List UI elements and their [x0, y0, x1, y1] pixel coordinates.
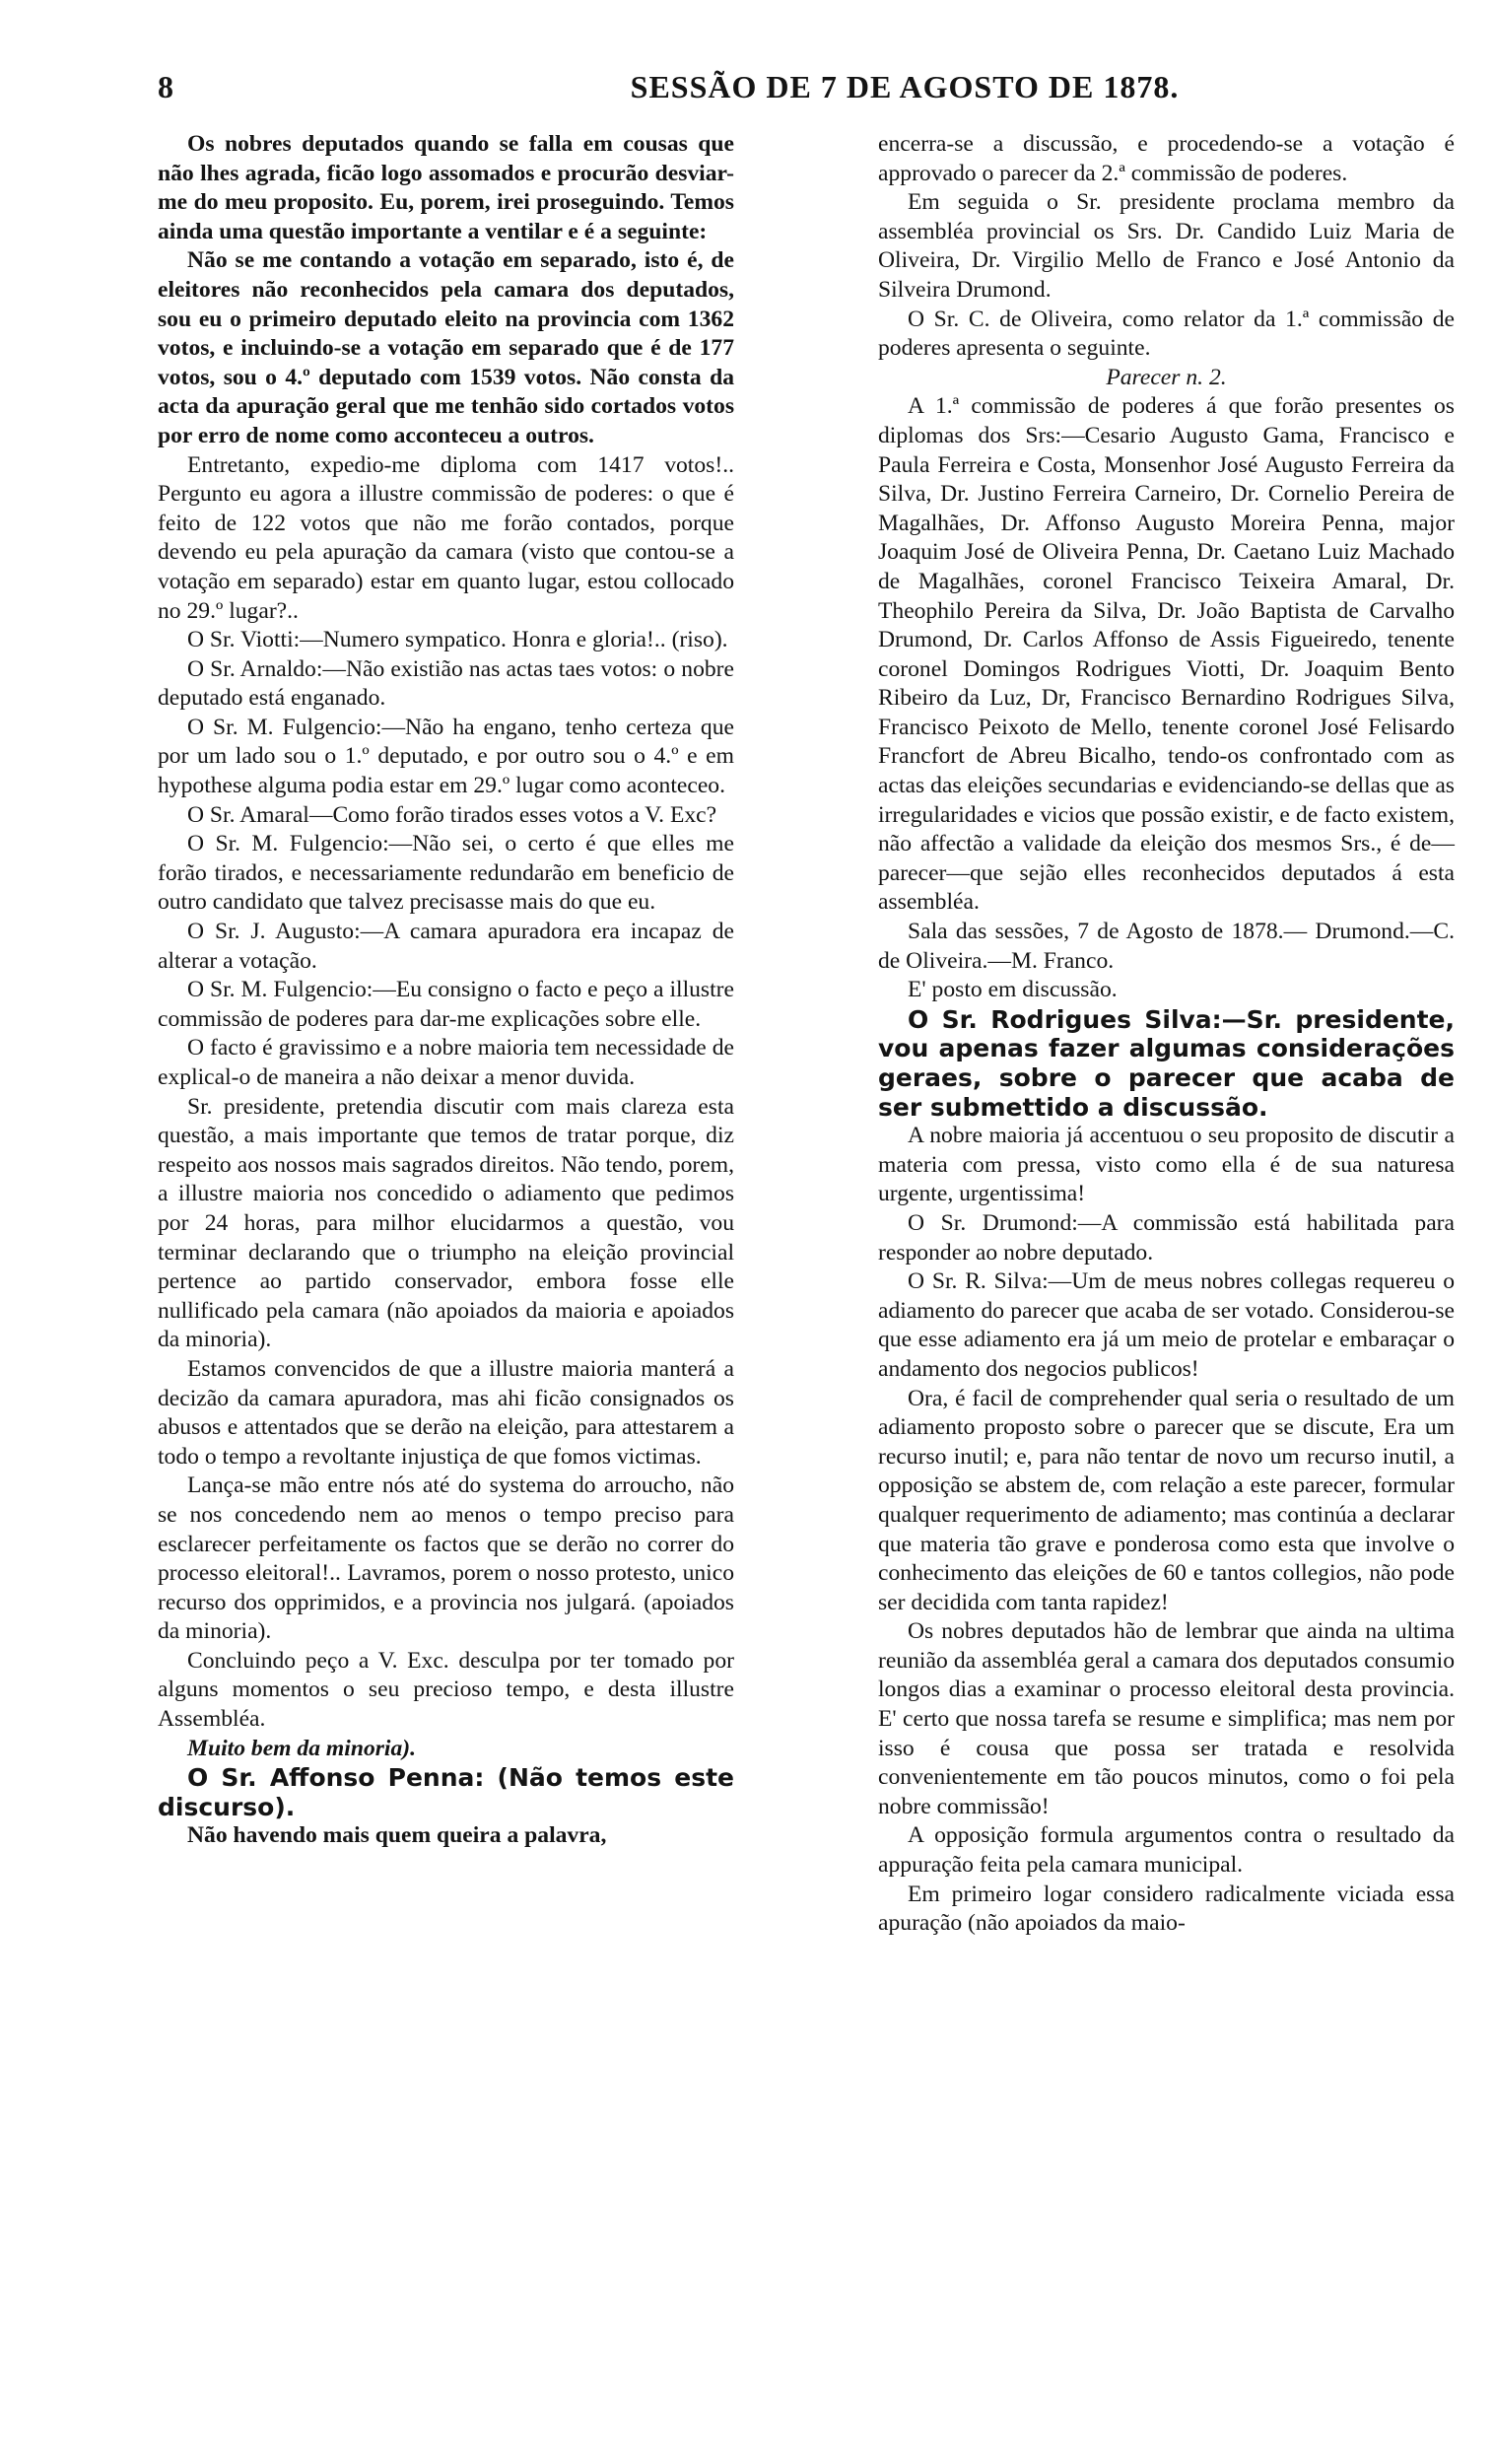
paragraph: A opposição formula argumentos contra o resultado da appuração feita pela camara municipal.	[878, 1822, 1455, 1879]
speech-line: O Sr. Amaral—Como forão tirados esses votos a V. Exc?	[187, 801, 717, 828]
applause-note: Muito bem da minoria).	[187, 1735, 417, 1761]
paragraph: Lança-se mão entre nós até do systema do arroucho, não se nos concedendo nem ao menos o tempo preciso para esclarecer perfeitamente os factos que se derão no correr do processo eleitoral!.. Lavramos, porem o nosso protesto, unico recurso dos opprimidos, e a provincia nos julgará. (apoiados da minoria).	[158, 1472, 734, 1645]
parecer-body: A 1.ª commissão de poderes á que forão presentes os diplomas dos Srs:—Cesario Augusto Gama, Francisco e Paula Ferreira e Costa, Monsenhor José Augusto Ferreira da Silva, Dr. Justino Ferreira Carneiro, Dr. Cornelio Pereira de Magalhães, Dr. Affonso Augusto Moreira Penna, major Joaquim José de Oliveira Penna, Dr. Caetano Luiz Machado de Magalhães, coronel Francisco Teixeira Amaral, Dr. Theophilo Pereira da Silva, Dr. João Baptista de Carvalho Drumond, Dr. Carlos Affonso de Assis Figueiredo, tenente coronel Domingos Rodrigues Viotti, Dr. Joaquim Bento Ribeiro da Luz, Dr, Francisco Bernardino Rodrigues Silva, Francisco Peixoto de Mello, tenente coronel José Felisardo Francfort de Abreu Bicalho, tendo-os confrontado com as actas das eleições secundarias e evidenciando-se dellas que as irregularidades e vicios que possão existir, e de facto existem, não affectão a validade da eleição dos mesmos Srs., é de—parecer—que sejão elles reconhecidos deputados á esta assembléa.	[878, 393, 1455, 916]
paragraph: Estamos convencidos de que a illustre maioria manterá a decizão da camara apuradora, mas ahi ficão consignados os abusos e attentados que se derão na eleição, para attestarem a todo o tempo a revoltante injustiça de que fomos victimas.	[158, 1355, 734, 1470]
paragraph: Não se me contando a votação em separado, isto é, de eleitores não reconhecidos pela camara dos deputados, sou eu o primeiro deputado eleito na provincia com 1362 votos, e incluindo-se a votação em separado que é de 177 votos, sou o 4.º deputado com 1539 votos. Não consta da acta da apuração geral que me tenhão sido cortados votos por erro de nome como acconteceu a outros.	[158, 247, 734, 448]
speech-line: O Sr. Arnaldo:—Não existião nas actas taes votos: o nobre deputado está enganado.	[158, 655, 734, 712]
page-number: 8	[158, 69, 174, 104]
speech-line: O Sr. M. Fulgencio:—Não sei, o certo é que elles me forão tirados, e necessariamente redundarão em beneficio de outro candidato que talvez precisasse mais do que eu.	[158, 831, 734, 916]
paragraph: encerra-se a discussão, e procedendo-se a votação é approvado o parecer da 2.ª commissão de poderes.	[878, 131, 1455, 186]
running-head	[158, 69, 1455, 116]
paragraph: A nobre maioria já accentuou o seu proposito de discutir a materia com pressa, visto como ella é de sua naturesa urgente, urgentissima!	[878, 1123, 1455, 1207]
paragraph: Em primeiro logar considero radicalmente viciada essa apuração (não apoiados da maio-	[878, 1881, 1455, 1937]
paragraph: Sr. presidente, pretendia discutir com mais clareza esta questão, a mais importante que temos de tratar porque, diz respeito aos nossos mais sagrados direitos. Não tendo, porem, a illustre maioria nos concedido o adiamento que pedimos por 24 horas, para milhor elucidarmos a questão, vou terminar declarando que o triumpho na eleição provincial pertence ao partido conservador, embora fosse elle nullificado pela camara (não apoiados da maioria e apoiados da minoria).	[158, 1093, 734, 1353]
paragraph: Não havendo mais quem queira a palavra,	[187, 1822, 607, 1849]
speaker-rodrigues-silva: O Sr. Rodrigues Silva:—Sr. presidente, vou apenas fazer algumas considerações geraes, sobre o parecer que acaba de ser submettido a discussão.	[878, 1004, 1455, 1122]
speech-line: O Sr. Drumond:—A commissão está habilitada para responder ao nobre deputado.	[878, 1209, 1455, 1266]
paragraph: Em seguida o Sr. presidente proclama membro da assembléa provincial os Srs. Dr. Candido Luiz Maria de Oliveira, Dr. Virgilio Mello de Franco e José Antonio da Silveira Drumond.	[878, 189, 1455, 303]
paragraph: Concluindo peço a V. Exc. desculpa por ter tomado por alguns momentos o seu precioso tempo, e desta illustre Assembléa.	[158, 1647, 734, 1733]
paragraph: O Sr. C. de Oliveira, como relator da 1.ª commissão de poderes apresenta o seguinte.	[878, 306, 1455, 362]
session-title: SESSÃO DE 7 DE AGOSTO DE 1878.	[630, 69, 1180, 104]
paragraph: E' posto em discussão.	[908, 977, 1118, 1003]
paragraph: Os nobres deputados hão de lembrar que ainda na ultima reunião da assembléa geral a camara dos deputados consumio longos dias a examinar o processo eleitoral desta provincia. E' certo que nossa tarefa se resume e simplifica; mas nem por isso é cousa que possa ser tratada e resolvida convenientemente em tão poucos minutos, como o foi pela nobre commissão!	[878, 1618, 1455, 1819]
speech-line: O Sr. M. Fulgencio:—Eu consigno o facto e peço a illustre commissão de poderes para dar-me explicações sobre elle.	[158, 977, 734, 1032]
paragraph: Os nobres deputados quando se falla em cousas que não lhes agrada, ficão logo assomados e procurão desviar-me do meu proposito. Eu, porem, irei proseguindo. Temos ainda uma questão importante a ventilar e é a seguinte:	[158, 131, 734, 244]
speech-line: O Sr. R. Silva:—Um de meus nobres collegas requereu o adiamento do parecer que acaba de ser votado. Considerou-se que esse adiamento era já um meio de protelar e embaraçar o andamento dos negocios publicos!	[878, 1268, 1455, 1382]
speech-line: O Sr. Viotti:—Numero sympatico. Honra e gloria!.. (riso).	[187, 627, 728, 653]
paragraph: Entretanto, expedio-me diploma com 1417 votos!.. Pergunto eu agora a illustre commissão de poderes: o que é feito de 122 votos que não me forão contados, porque devendo eu pela apuração da camara (visto que contou-se a votação em separado) estar em quanto lugar, estou collocado no 29.º lugar?..	[158, 451, 734, 624]
speech-line: O Sr. J. Augusto:—A camara apuradora era incapaz de alterar a votação.	[158, 919, 734, 974]
speech-line: O Sr. M. Fulgencio:—Não ha engano, tenho certeza que por um lado sou o 1.º deputado, e por outro sou o 4.º e em hypothese alguma podia estar em 29.º lugar como aconteceo.	[158, 714, 734, 799]
text-columns	[158, 130, 1455, 1939]
parecer-heading: Parecer n. 2.	[1106, 364, 1227, 390]
paragraph: Ora, é facil de comprehender qual seria o resultado de um adiamento proposto sobre o parecer que se discute, Era um recurso inutil; e, para não tentar de novo um recurso inutil, a opposição se abstem de, com relação a este parecer, formular qualquer requerimento de adiamento; mas continúa a declarar que materia tão grave e ponderosa como esta que involve o conhecimento das eleições de 60 e tantos collegios, não pode ser decidida com tanta rapidez!	[878, 1385, 1455, 1615]
paragraph: O facto é gravissimo e a nobre maioria tem necessidade de explical-o de maneira a não deixar a menor duvida.	[158, 1035, 734, 1090]
speaker-affonso-penna: O Sr. Affonso Penna: (Não temos este discurso).	[158, 1763, 734, 1821]
left-column	[158, 130, 734, 1939]
signature-line: Sala das sessões, 7 de Agosto de 1878.— Drumond.—C. de Oliveira.—M. Franco.	[878, 919, 1455, 974]
right-column	[878, 130, 1455, 1939]
